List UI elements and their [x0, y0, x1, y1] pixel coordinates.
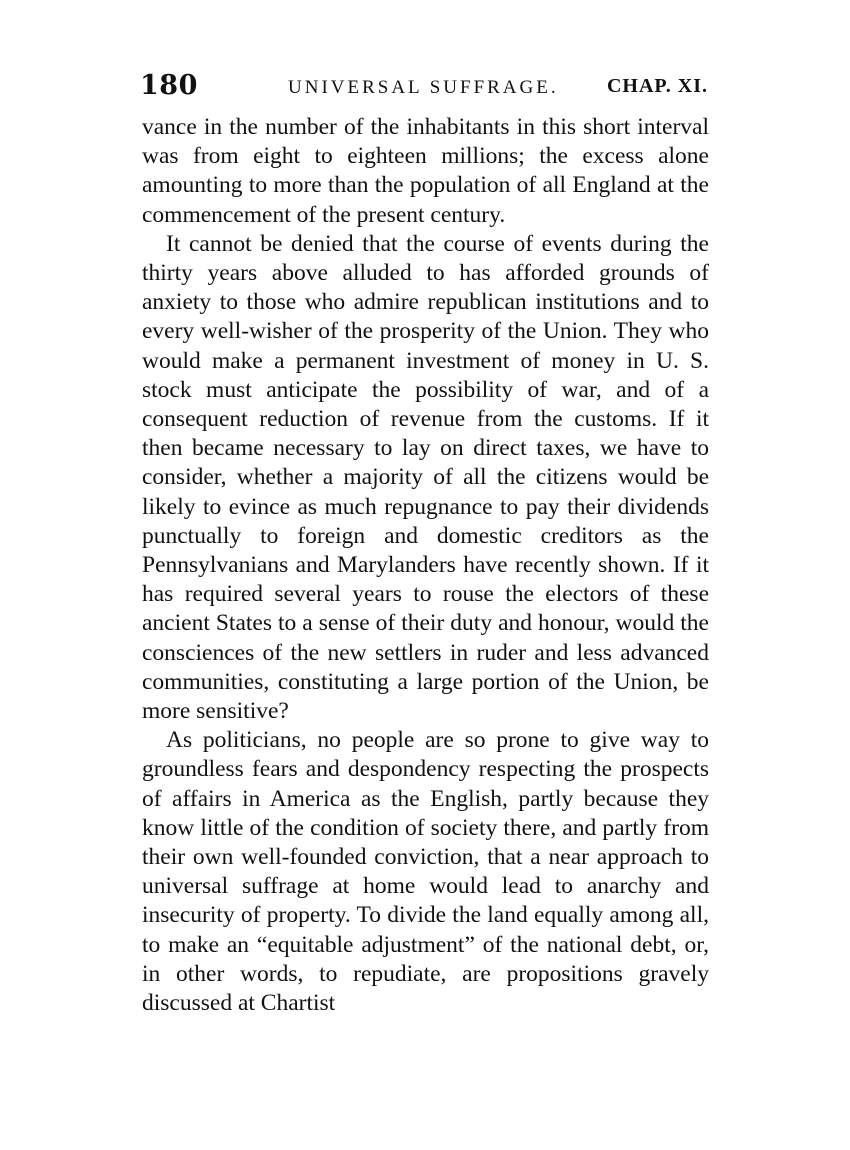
running-head [140, 66, 710, 106]
running-title: UNIVERSAL SUFFRAGE. [288, 77, 559, 98]
paragraph: As politicians, no people are so prone to give way to groundless fears and despondency respecting the prospects of affairs in America as the English, partly because they know little of the condition of society there, and partly from their own well-founded conviction, that a near approach to universal suffrage at home would lead to anarchy and insecurity of property. To divide the land equally among all, to make an “equitable adjustment” of the national debt, or, in other words, to repudiate, are propositions gravely discussed at Chartist [142, 727, 709, 1017]
paragraph: It cannot be denied that the course of events during the thirty years above alluded to has afforded grounds of anxiety to those who admire republican institutions and to every well-wisher of the prosperity of the Union. They who would make a permanent investment of money in U. S. stock must anticipate the possibility of war, and of a consequent reduction of revenue from the customs. If it then became necessary to lay on direct taxes, we have to consider, whether a majority of all the citizens would be likely to evince as much repugnance to pay their dividends punctually to foreign and domestic creditors as the Pennsylvanians and Marylanders have recently shown. If it has required several years to rouse the electors of these ancient States to a sense of their duty and honour, would the consciences of the new settlers in ruder and less advanced communities, constituting a large portion of the Union, be more sensitive? [142, 230, 709, 725]
chapter-reference: CHAP. XI. [606, 75, 708, 97]
body-text [142, 113, 709, 1018]
page-number: 180 [140, 70, 198, 101]
paragraph-continued: vance in the number of the inhabitants in this short interval was from eight to eighteen millions; the excess alone amounting to more than the population of all England at the commencement of the present century. [142, 114, 709, 228]
